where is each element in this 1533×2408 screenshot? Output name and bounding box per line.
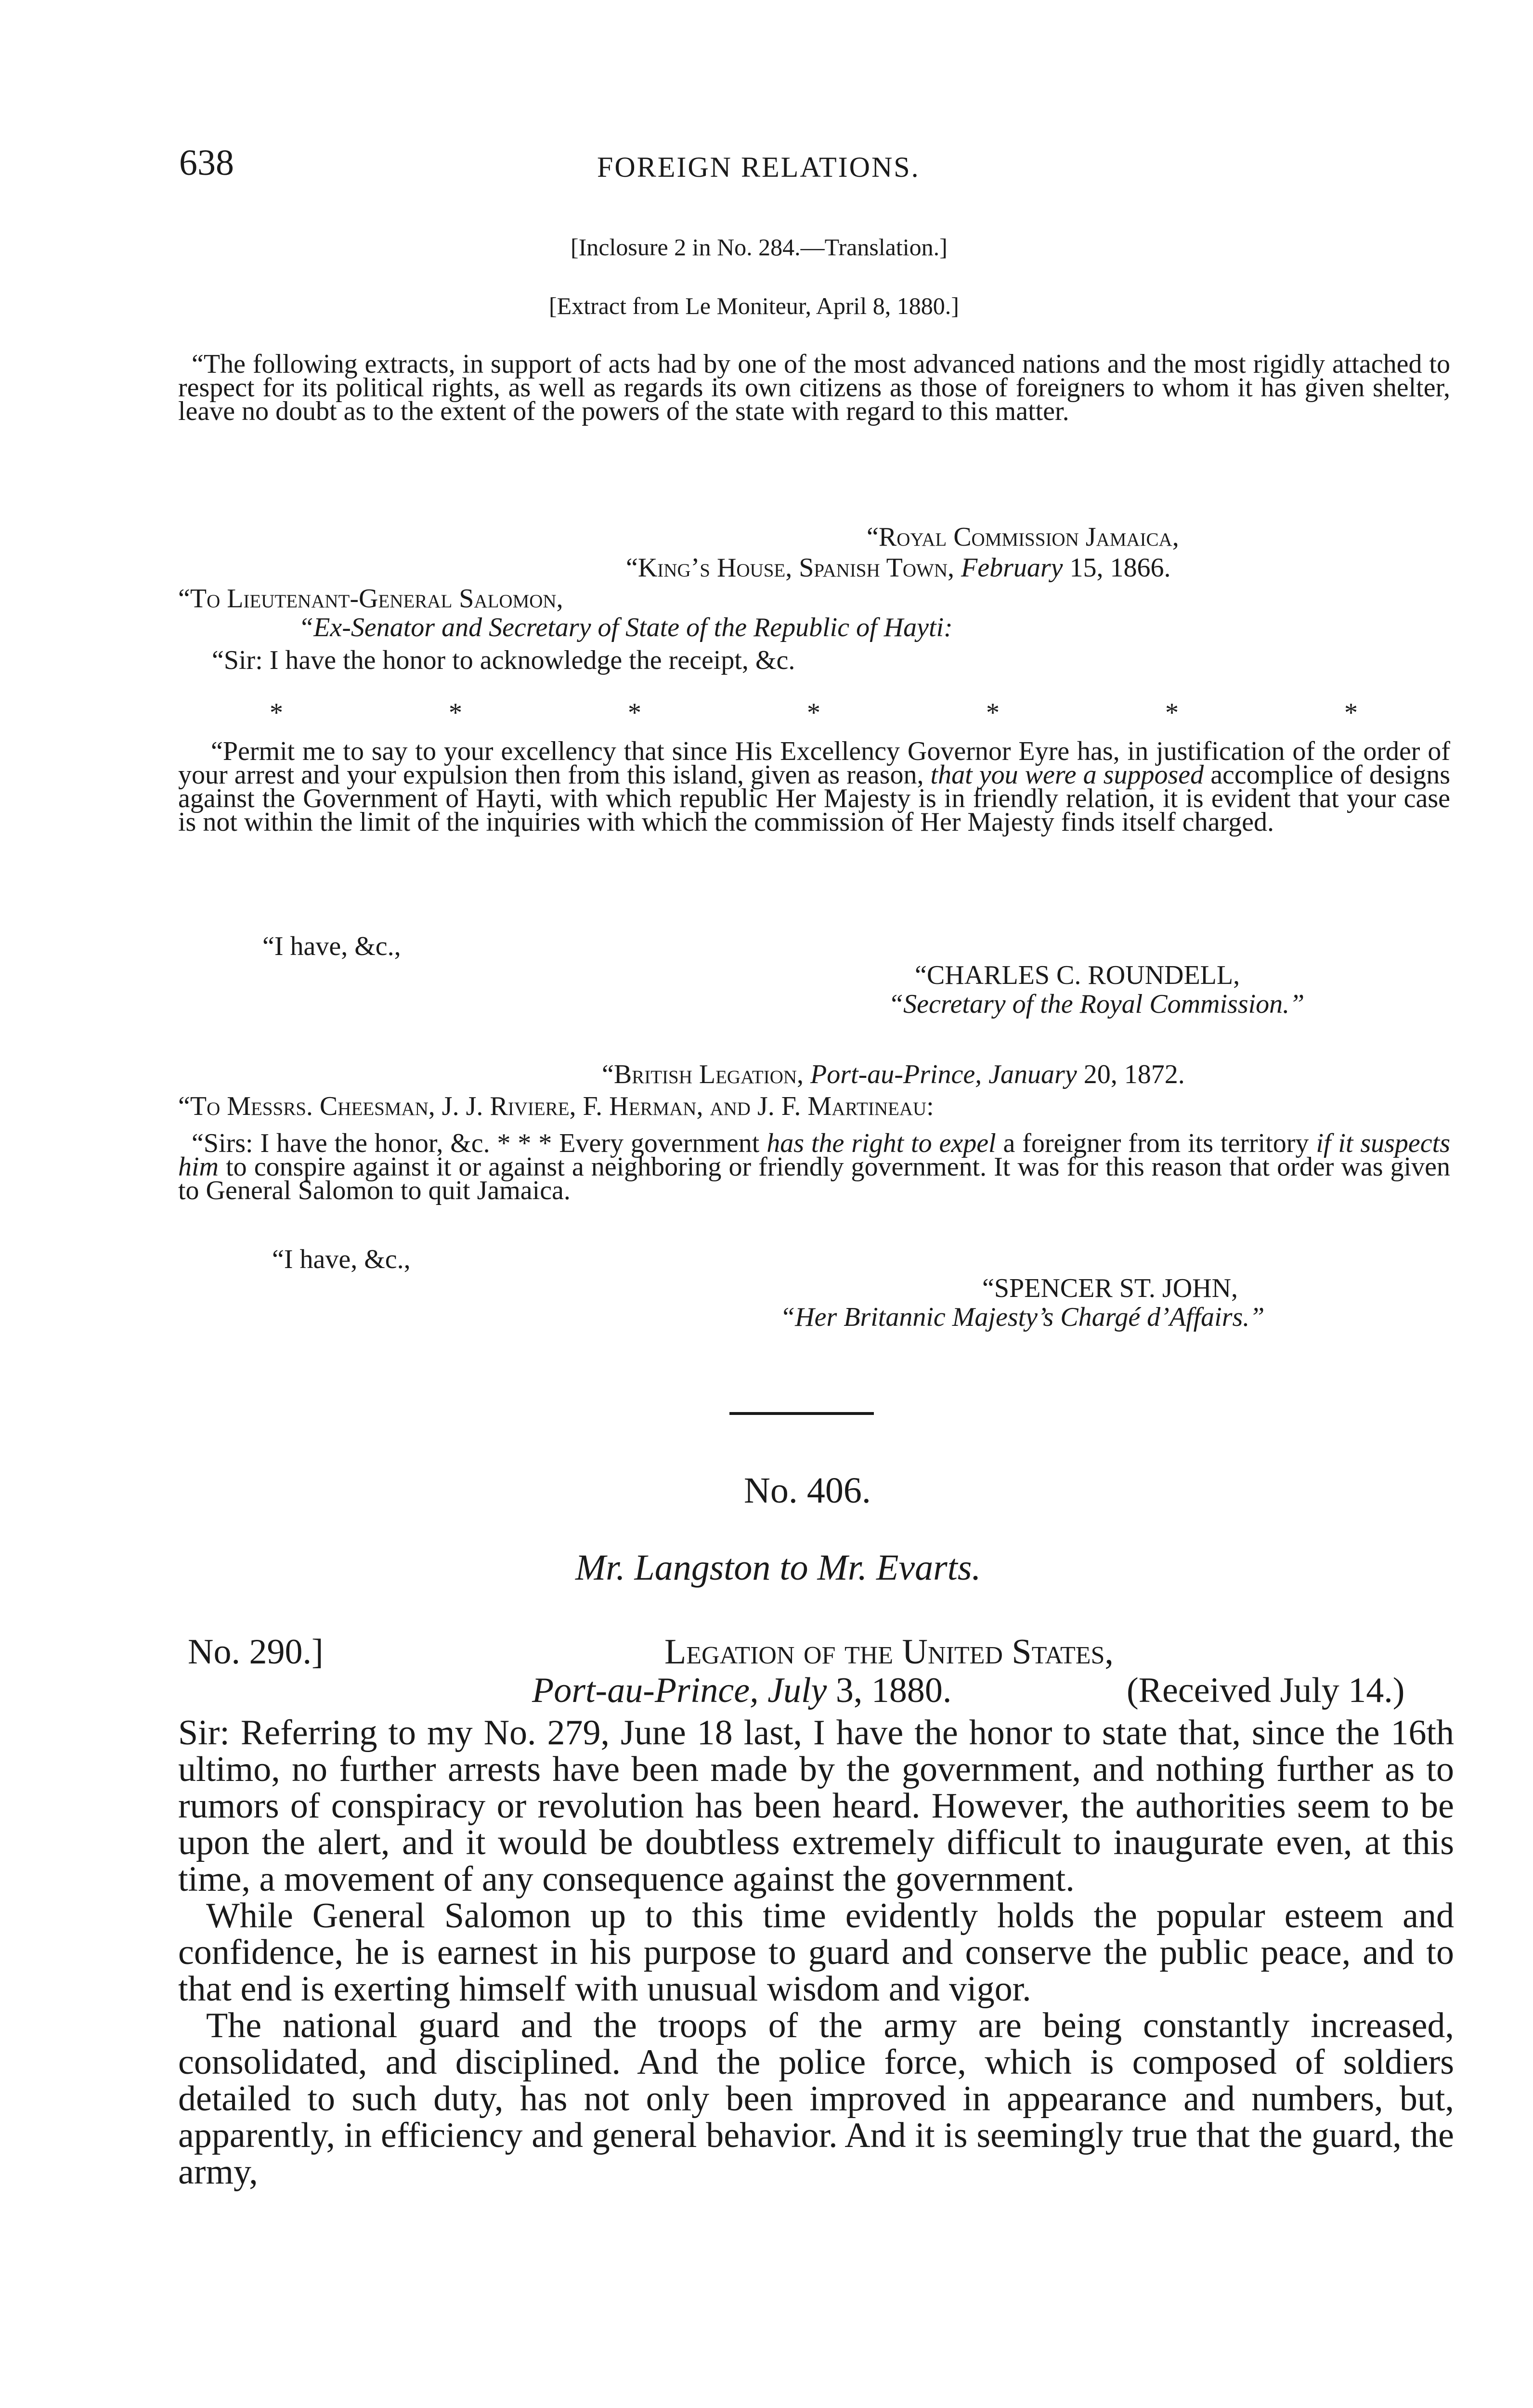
letter1-body-c: accomplice of designs against the Government of Hayti, with which republic Her Majesty is in friendly relation, it is evident that your case is not within the limit of the inquiries with which the commission of Her Majesty finds itself charged.	[178, 760, 1450, 837]
letter2-date: 20, 1872.	[1077, 1060, 1185, 1089]
section-divider	[729, 1412, 874, 1415]
letter1-body-emphasis: that you were a supposed	[930, 760, 1204, 790]
dateline	[532, 1672, 951, 1709]
letter2-body	[178, 1128, 1450, 1205]
letter1-signer: “CHARLES C. ROUNDELL,	[915, 960, 1240, 990]
letter1-place-text: “King’s House, Spanish Town,	[626, 553, 961, 583]
document-body	[178, 1714, 1454, 2190]
letter1-heading-commission-text: “Royal Commission Jamaica,	[867, 522, 1179, 552]
received-note: (Received July 14.)	[1127, 1671, 1405, 1710]
letter1-year: 15, 1866.	[1063, 553, 1171, 583]
letter2-place: “British Legation,	[602, 1060, 811, 1089]
star: *	[449, 698, 462, 728]
letter1-month: February	[961, 553, 1063, 583]
ellipsis-stars	[270, 697, 1358, 728]
star: *	[628, 698, 641, 728]
star: *	[270, 698, 283, 728]
star: *	[807, 698, 820, 728]
letter2-body-emphasis-2: if it suspects him	[178, 1128, 1450, 1182]
document-number: No. 406.	[744, 1470, 871, 1511]
letter2-city: Port-au-Prince, January	[810, 1060, 1077, 1089]
letter2-addressee: “To Messrs. Cheesman, J. J. Riviere, F. Herman, and J. F. Martineau:	[178, 1091, 934, 1121]
letter2-closing: “I have, &c.,	[272, 1244, 411, 1274]
letter1-addressee: “To Lieutenant-General Salomon,	[178, 584, 563, 614]
body-paragraph: While General Salomon up to this time evidently holds the popular esteem and confidence, he is earnest in his purpose to guard and conserve the public peace, and to that end is exerting himself with unusual wisdom and vigor.	[178, 1896, 1454, 2009]
page-number: 638	[179, 143, 234, 183]
letter2-signer: “SPENCER ST. JOHN,	[982, 1273, 1238, 1303]
letter1-heading-commission	[867, 520, 1179, 554]
body-paragraph: Sir: Referring to my No. 279, June 18 last, I have the honor to state that, since the 16th ultimo, no further arrests have been made by the government, and nothing further as to rumors of conspiracy or revolution has been heard. However, the authorities seem to be upon the alert, and it would be doubtless extremely difficult to inaugurate even, at this time, a movement of any consequence against the government.	[178, 1713, 1454, 1899]
letter2-body-emphasis-1: has the right to expel	[766, 1128, 996, 1158]
letter2-body-c: a foreigner from its territory	[996, 1128, 1316, 1158]
extract-source: [Extract from Le Moniteur, April 8, 1880.]	[549, 292, 959, 319]
running-title: FOREIGN RELATIONS.	[597, 151, 920, 183]
star: *	[986, 698, 1000, 728]
body-paragraph: The national guard and the troops of the army are being constantly increased, consolidated, and disciplined. And the police force, which is composed of soldiers detailed to such duty, has not only been improved in appearance and numbers, but, apparently, in efficiency and general behavior. And it is seemingly true that the guard, the army,	[178, 2006, 1454, 2192]
letter1-body	[178, 736, 1450, 837]
document-title: Mr. Langston to Mr. Evarts.	[575, 1547, 981, 1588]
dateline-place: Port-au-Prince, July	[532, 1671, 827, 1710]
legation-heading: Legation of the United States,	[664, 1632, 1114, 1672]
star: *	[1344, 698, 1358, 728]
letter2-signer-title: “Her Britannic Majesty’s Chargé d’Affairs.”	[780, 1302, 1265, 1332]
inclosure-title: [Inclosure 2 in No. 284.—Translation.]	[571, 234, 948, 261]
letter2-body-e: to conspire against it or against a neighboring or friendly government. It was for this reason that order was given to General Salomon to quit Jamaica.	[178, 1152, 1450, 1205]
letter1-heading-place	[626, 551, 1171, 585]
dateline-date: 3, 1880.	[827, 1671, 952, 1710]
star: *	[1165, 698, 1179, 728]
intro-paragraph: “The following extracts, in support of acts had by one of the most advanced nations and the most rigidly attached to respect for its political rights, as well as regards its own citizens as those of foreigners to whom it has given shelter, leave no doubt as to the extent of the powers of the state with regard to this matter.	[178, 349, 1450, 426]
document-reference: No. 290.]	[188, 1632, 324, 1672]
letter1-salutation: “Sir: I have the honor to acknowledge the receipt, &c.	[212, 645, 795, 675]
letter2-heading	[602, 1058, 1185, 1092]
letter1-closing: “I have, &c.,	[262, 931, 401, 961]
letter1-signer-title: “Secretary of the Royal Commission.”	[888, 989, 1305, 1019]
letter1-addressee-title: “Ex-Senator and Secretary of State of the Republic of Hayti:	[299, 613, 953, 642]
letter1-body-a: “Permit me to say to your excellency that since His Excellency Governor Eyre has, in justification of the order of your arrest and your expulsion then from this island, given as reason,	[178, 736, 1450, 790]
letter2-body-a: “Sirs: I have the honor, &c. * * * Every government	[192, 1128, 767, 1158]
